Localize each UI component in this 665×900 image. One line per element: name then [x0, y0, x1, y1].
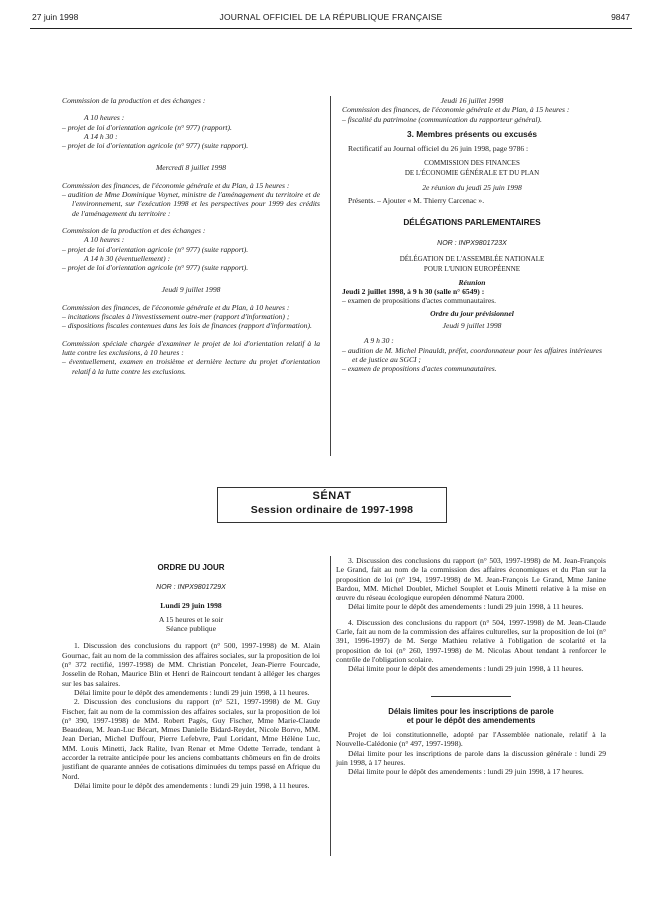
commission-finances-3: Commission des finances, de l'économie générale et du Plan, à 15 heures :: [342, 105, 570, 115]
nor-code: NOR : INPX9801723X: [437, 239, 507, 247]
agenda-paragraph-2: 2. Discussion des conclusions du rapport (n° 521, 1997-1998) de M. Guy Fischer, fait au nom de la commission des affaires sociales, sur la proposition de loi (n° 390, 1997-1998) de MM. Robert Pagès, Guy Fischer, Mme Marie-Claude Beaudeau, M. Jean-Luc Bécart, Mmes Danielle Bidard-Reydet, Nicole Borvo, MM. Jean Derian, Michel Duffour, Pierre Lefebvre, Paul Loridant, Mme Hélène Luc, MM. Louis Minetti, Jack Ralite, Ivan Renar et Mme Odette Terrade, tendant à accorder la retraite anticipée pour les anciens combattants chômeurs en fin de droits justifiant de quarante années de cotisations diminuées du temps passé en Afrique du Nord.: [62, 697, 320, 781]
commission-production-1: Commission de la production et des échanges :: [62, 96, 206, 105]
commission-name-2: DE L'ÉCONOMIE GÉNÉRALE ET DU PLAN: [404, 168, 540, 177]
agenda-item: – projet de loi d'orientation agricole (n° 977) (suite rapport).: [62, 244, 249, 254]
deadline-amendements: Délai limite pour le dépôt des amendements : lundi 29 juin 1998, à 17 heures.: [348, 767, 584, 777]
reunion-jeudi-2: Jeudi 2 juillet 1998, à 9 h 30 (salle n° 6549) :: [342, 287, 485, 297]
agenda-item: – examen de propositions d'actes communautaires.: [342, 296, 497, 306]
agenda-paragraph-3: 3. Discussion des conclusions du rapport (n° 503, 1997-1998) de M. Jean-François Le Grand, fait au nom de la commission des affaires économiques et du Plan sur la proposition de loi (n° 194, 1997-1998) de M. Jean-François Le Grand, Mme Janine Bardou, MM. Michel Doublet, Michel Souplet et Louis Minetti relative à la mise en œuvre du réseau écologique européen dénommé Natura 2000.: [336, 556, 606, 603]
agenda-item: – dispositions fiscales contenues dans les lois de finances (rapport d'information).: [62, 321, 312, 331]
agenda-item: – projet de loi d'orientation agricole (n° 977) (suite rapport).: [62, 141, 249, 151]
header-title: JOURNAL OFFICIEL DE LA RÉPUBLIQUE FRANÇAISE: [219, 12, 443, 22]
delais-heading-1: Délais limites pour les inscriptions de parole: [388, 706, 554, 716]
delegation-name-2: POUR L'UNION EUROPÉENNE: [423, 264, 521, 273]
seance-time: A 15 heures et le soir: [158, 614, 224, 624]
deadline-3: Délai limite pour le dépôt des amendements : lundi 29 juin 1998, à 11 heures.: [348, 602, 584, 612]
header-page-number: 9847: [611, 12, 630, 22]
bottom-left-column: [62, 563, 320, 790]
agenda-item: – projet de loi d'orientation agricole (n° 977) (rapport).: [62, 122, 232, 132]
agenda-paragraph-4: 4. Discussion des conclusions du rapport (n° 504, 1997-1998) de M. Jean-Claude Carle, fait au nom de la commission des affaires culturelles, sur la proposition de loi (n° 391, 1996-1997) de M. Serge Mathieu relative à l'obligation de scolarité et la proposition de loi (n° 260, 1997-1998) de M. Nicolas About tendant à renforcer le contrôle de l'obligation scolaire.: [336, 617, 606, 664]
seance-publique: Séance publique: [166, 624, 216, 634]
date-jeudi-9b: Jeudi 9 juillet 1998: [442, 321, 502, 331]
time-9h30: A 9 h 30 :: [364, 336, 394, 346]
agenda-item: – incitations fiscales à l'investissement outre-mer (rapport d'information) ;: [62, 312, 290, 322]
commission-name-1: COMMISSION DES FINANCES: [424, 159, 520, 168]
top-right-column: [342, 96, 602, 374]
bottom-right-column: [336, 556, 606, 777]
section-membres-presents: 3. Membres présents ou excusés: [406, 128, 538, 139]
nor-code: NOR : INPX9801729X: [156, 584, 226, 592]
commission-production-2: Commission de la production et des échanges :: [62, 225, 206, 235]
agenda-item: – audition de Mme Dominique Voynet, ministre de l'aménagement du territoire et de l'environnement, sur l'exécution 1998 et les perspectives pour 1999 des crédits de l'aménagement du territoire :: [62, 190, 320, 218]
page-header: [32, 12, 630, 26]
column-divider: [330, 96, 331, 456]
deadline-parole: Délai limite pour les inscriptions de parole dans la discussion générale : lundi 29 juin 1998, à 17 heures.: [336, 748, 606, 768]
commission-finances-1: Commission des finances, de l'économie générale et du Plan, à 15 heures :: [62, 180, 290, 190]
time-14h30-eventuellement: A 14 h 30 (éventuellement) :: [84, 253, 171, 263]
ordre-du-jour-heading: ORDRE DU JOUR: [157, 563, 225, 572]
section-delegations: DÉLÉGATIONS PARLEMENTAIRES: [403, 216, 541, 227]
header-date: 27 juin 1998: [32, 12, 79, 22]
top-left-column: [62, 96, 320, 376]
agenda-item: – audition de M. Michel Pinauldt, préfet, coordonnateur pour les affaires intérieures et de justice au SGCI ;: [342, 345, 602, 364]
date-jeudi-16: Jeudi 16 juillet 1998: [440, 96, 504, 105]
odj-heading: Ordre du jour prévisionnel: [430, 308, 514, 318]
commission-finances-2: Commission des finances, de l'économie générale et du Plan, à 10 heures :: [62, 302, 290, 312]
time-10h: A 10 heures :: [84, 113, 125, 123]
header-rule: [30, 28, 632, 29]
senat-title-box: [217, 487, 447, 523]
seance-date: Lundi 29 juin 1998: [160, 600, 222, 610]
column-divider: [330, 556, 331, 856]
agenda-item: – projet de loi d'orientation agricole (n° 977) (suite rapport).: [62, 263, 249, 273]
delais-heading-2: et pour le dépôt des amendements: [406, 715, 536, 725]
time-14h30: A 14 h 30 :: [84, 131, 118, 141]
commission-speciale: Commission spéciale chargée d'examiner le projet de loi d'orientation relatif à la lutte contre les exclusions, à 10 heures :: [62, 338, 320, 357]
deadline-4: Délai limite pour le dépôt des amendements : lundi 29 juin 1998, à 11 heures.: [348, 664, 584, 674]
time-10h: A 10 heures :: [84, 235, 125, 245]
deadline-2: Délai limite pour le dépôt des amendements : lundi 29 juin 1998, à 11 heures.: [74, 780, 310, 790]
projet-de-loi: Projet de loi constitutionnelle, adopté par l'Assemblée nationale, relatif à la Nouvelle-Calédonie (n° 497, 1997-1998).: [336, 730, 606, 749]
reunion-heading: Réunion: [458, 277, 486, 287]
reunion-date: 2e réunion du jeudi 25 juin 1998: [422, 183, 522, 193]
agenda-paragraph-1: 1. Discussion des conclusions du rapport (n° 500, 1997-1998) de M. Alain Gournac, fait au nom de la commission des affaires sociales, sur la proposition de loi (n° 372 rectifié, 1997-1998) de MM. Christian Poncelet, Jean-Pierre Fourcade, Josselin de Rohan, Maurice Blin et Henri de Raincourt tendant à alléger les charges sur les bas salaires.: [62, 641, 320, 688]
rectificatif: Rectificatif au Journal officiel du 26 juin 1998, page 9786 :: [348, 144, 529, 154]
agenda-item: – éventuellement, examen en troisième et dernière lecture du projet d'orientation relatif à la lutte contre les exclusions.: [62, 357, 320, 376]
presents-note: Présents. – Ajouter « M. Thierry Carcenac ».: [348, 196, 485, 206]
senat-title: SÉNAT: [312, 490, 352, 502]
date-mercredi-8: Mercredi 8 juillet 1998: [155, 163, 227, 173]
deadline-1: Délai limite pour le dépôt des amendements : lundi 29 juin 1998, à 11 heures.: [74, 687, 310, 697]
agenda-item: – fiscalité du patrimoine (communication du rapporteur général).: [342, 114, 542, 124]
date-jeudi-9: Jeudi 9 juillet 1998: [161, 285, 221, 295]
agenda-item: – examen de propositions d'actes communautaires.: [342, 364, 497, 374]
senat-session: Session ordinaire de 1997-1998: [250, 504, 414, 516]
delegation-name-1: DÉLÉGATION DE L'ASSEMBLÉE NATIONALE: [399, 255, 545, 264]
